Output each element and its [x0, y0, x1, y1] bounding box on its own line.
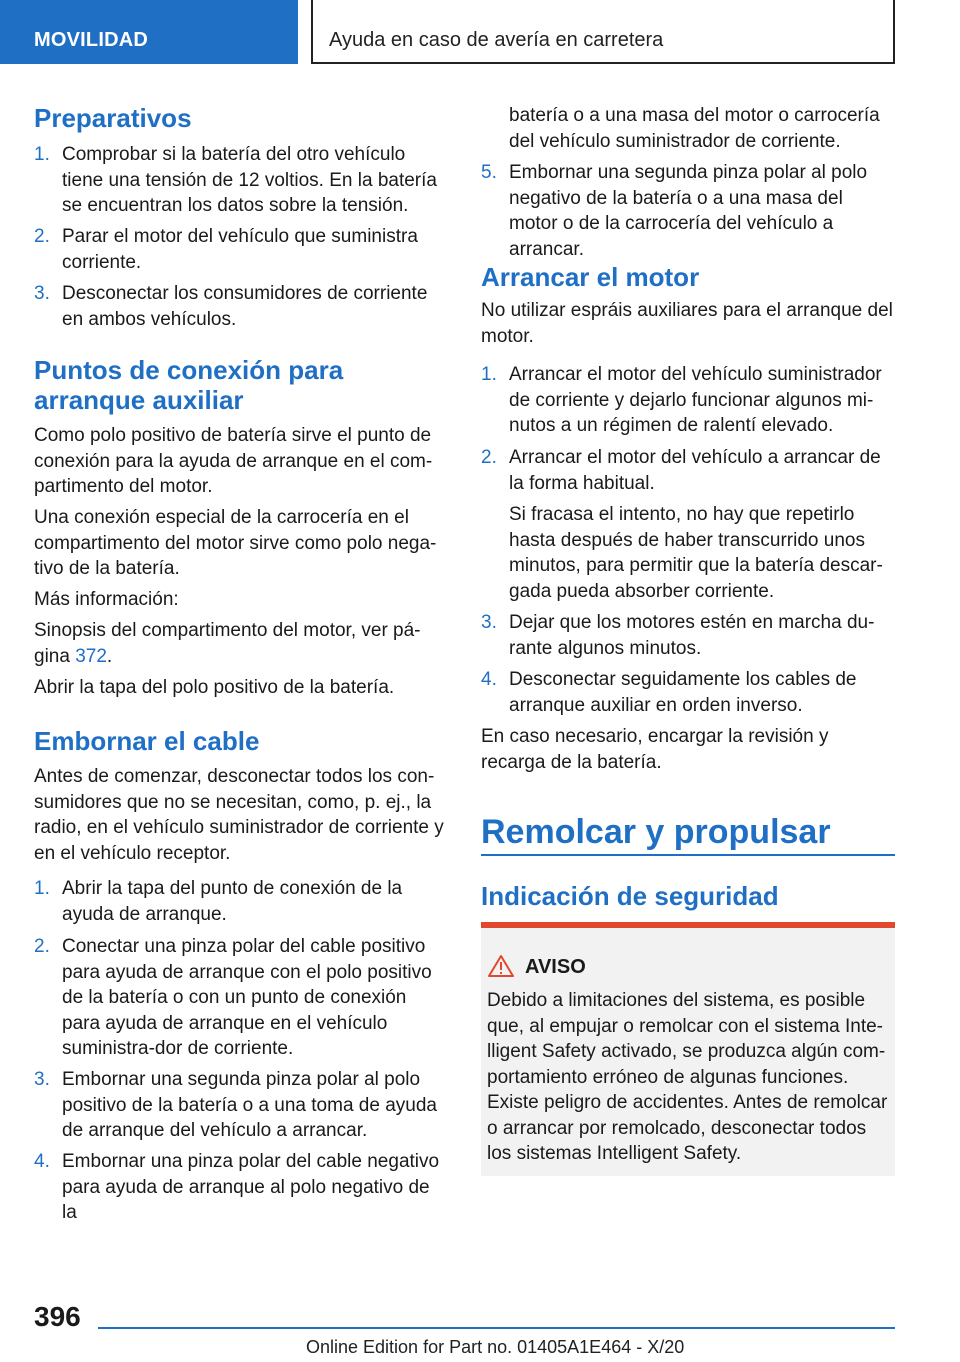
heading-remolcar: Remolcar y propulsar — [481, 813, 831, 851]
list-item: 3. Desconectar los consumidores de corriente en ambos vehículos. — [34, 283, 428, 330]
list-item-continued: batería o a una masa del motor o carrocería del vehículo suministrador de corriente. — [509, 105, 880, 152]
heading-puntos-conexion: Puntos de conexión para arranque auxiliar — [34, 355, 344, 415]
list-item: 5. Embornar una segunda pinza polar al polo negativo de la batería o a una masa del motor o de la carrocería del vehículo a arrancar. — [481, 162, 868, 260]
list-item: 4. Embornar una pinza polar del cable negativo para ayuda de arranque al polo negativo de la — [34, 1151, 440, 1223]
paragraph-reference: Sinopsis del compartimento del motor, ver pá‐gina 372. — [34, 620, 421, 667]
section-title: MOVILIDAD — [34, 29, 149, 51]
list-item: 4. Desconectar seguidamente los cables de arranque auxiliar en orden inverso. — [481, 669, 857, 716]
warning-box — [481, 922, 895, 1176]
list-item: 2. Parar el motor del vehículo que suministra corriente. — [34, 226, 418, 273]
list-item: 1. Comprobar si la batería del otro vehículo tiene una tensión de 12 voltios. En la batería se encuentran los datos sobre la tensión. — [34, 144, 437, 216]
list-item: 2. Arrancar el motor del vehículo a arrancar de la forma habitual. — [481, 447, 881, 494]
paragraph: En caso necesario, encargar la revisión y recarga de la batería. — [481, 726, 829, 773]
list-item: 1. Abrir la tapa del punto de conexión de la ayuda de arranque. — [34, 878, 403, 925]
chapter-tab — [311, 0, 895, 64]
footer-edition: Online Edition for Part no. 01405A1E464 - X/20 — [306, 1337, 685, 1357]
warning-text: Debido a limitaciones del sistema, es posible que, al empujar o remolcar con el sistema Inte‐lligent Safety activado, se produzca algún com‐portamiento erróneo de algunas funciones. Existe peligro de accidentes. Antes de remolcar o arrancar por remolcado, desconectar todos los sistemas Intelligent Safety. — [487, 990, 888, 1164]
list-item: 1. Arrancar el motor del vehículo suministrador de corriente y dejarlo funcionar algunos mi‐nutos a un régimen de ralentí elevado. — [481, 364, 882, 436]
warning-triangle-icon — [488, 954, 514, 978]
heading-rule — [481, 854, 895, 856]
paragraph: Más información: — [34, 589, 179, 610]
list-item: 3. Dejar que los motores estén en marcha du‐rante algunos minutos. — [481, 612, 875, 659]
footer-rule — [98, 1327, 895, 1329]
paragraph: Abrir la tapa del polo positivo de la batería. — [34, 677, 395, 698]
page-number: 396 — [34, 1301, 81, 1332]
warning-label: AVISO — [525, 956, 586, 978]
paragraph: Una conexión especial de la carrocería en el compartimento del motor sirve como polo nega‐tivo de la batería. — [34, 507, 437, 579]
list-item-note: Si fracasa el intento, no hay que repetirlo hasta después de haber transcurrido unos minutos, para permitir que la batería descar‐gada pueda absorber corriente. — [509, 504, 883, 602]
heading-indicacion-seguridad: Indicación de seguridad — [481, 881, 779, 911]
paragraph: Antes de comenzar, desconectar todos los con‐sumidores que no se necesitan, como, p. ej., la radio, en el vehículo suministrador de corriente y en el vehículo receptor. — [34, 766, 444, 864]
list-item: 2. Conectar una pinza polar del cable positivo para ayuda de arranque con el polo positivo de la batería o con un punto de conexión para ayuda de arranque en el vehículo suministra‐dor de corriente. — [34, 936, 432, 1059]
heading-embornar: Embornar el cable — [34, 726, 260, 756]
chapter-title: Ayuda en caso de avería en carretera — [329, 29, 664, 51]
section-tab — [0, 0, 298, 64]
heading-arrancar: Arrancar el motor — [481, 262, 700, 292]
paragraph: Como polo positivo de batería sirve el punto de conexión para la ayuda de arranque en el com‐partimento del motor. — [34, 425, 433, 497]
heading-preparativos: Preparativos — [34, 103, 192, 133]
page-link[interactable]: 372 — [75, 645, 107, 667]
paragraph: No utilizar espráis auxiliares para el arranque del motor. — [481, 300, 893, 347]
list-item: 3. Embornar una segunda pinza polar al polo positivo de la batería o a una toma de ayuda de arranque del vehículo a arrancar. — [34, 1069, 437, 1141]
